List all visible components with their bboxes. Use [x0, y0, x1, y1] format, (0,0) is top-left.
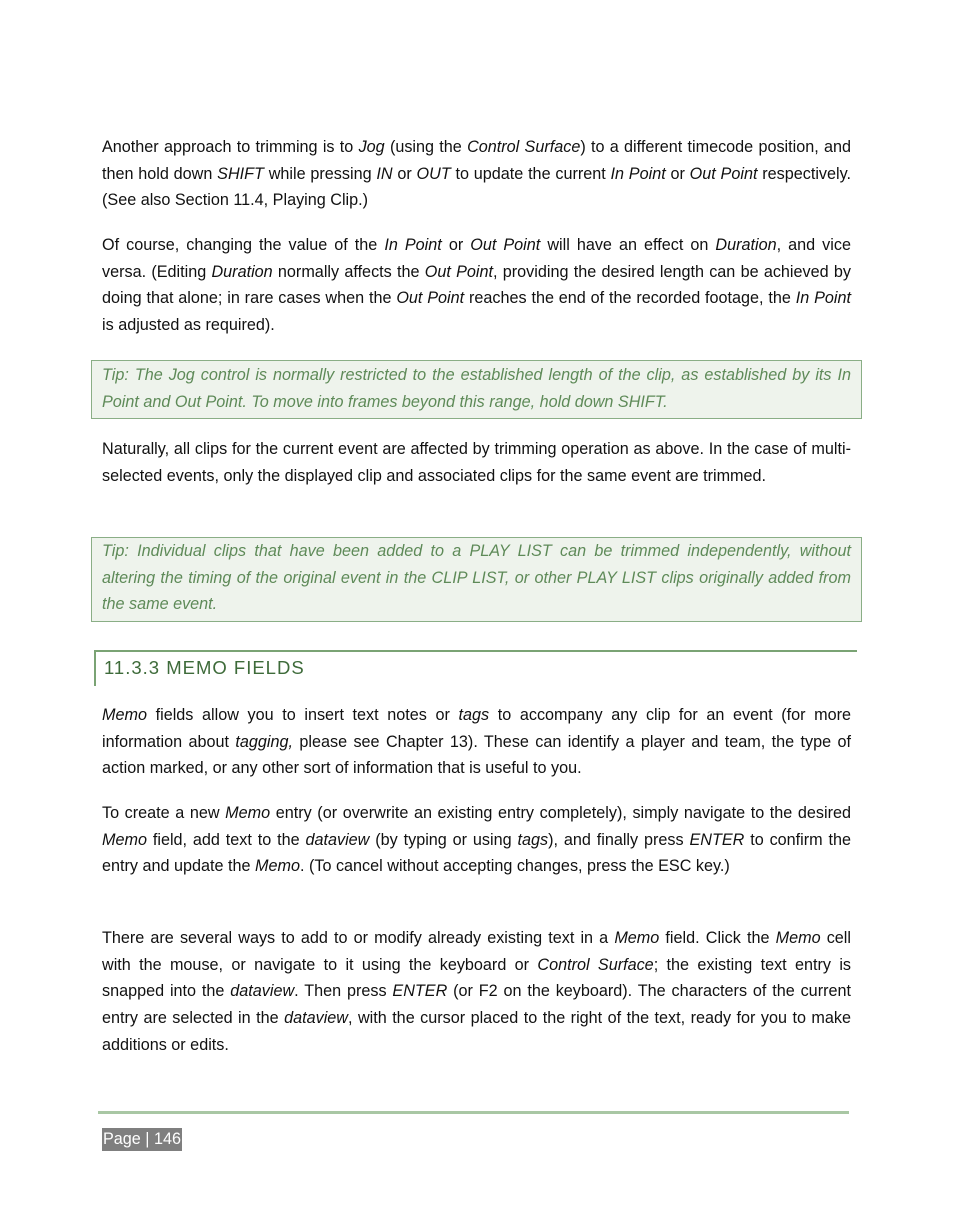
text-run: , and vice versa. (Editing	[102, 236, 851, 281]
text-run: There are several ways to add to or modify already existing text in a	[102, 929, 615, 947]
italic-term: tags	[458, 706, 490, 724]
paragraph-multi-selected	[102, 436, 851, 489]
text-run: reaches the end of the recorded footage, the	[464, 289, 796, 308]
italic-term: Out Point	[689, 164, 758, 183]
italic-term: Duration	[715, 236, 777, 254]
italic-term: Memo	[255, 857, 300, 876]
text-run: field, add text to the	[146, 830, 306, 849]
text-run: to update the current	[450, 164, 611, 183]
text-run: or	[441, 236, 471, 254]
italic-term: In Point	[384, 236, 442, 254]
italic-term: Control Surface	[467, 138, 581, 156]
italic-term: Out Point	[396, 289, 465, 308]
text-run: respectively. (See also Section 11.4, Playing Clip.)	[102, 164, 851, 210]
text-run: will have an effect on	[540, 236, 716, 254]
italic-term: Memo	[225, 804, 271, 822]
text-run: Of course, changing the value of the	[102, 236, 385, 254]
text-run: cell with the mouse, or navigate to it using the keyboard or	[102, 929, 851, 974]
text-run: To create a new	[102, 804, 226, 822]
text-run: . Then press	[294, 982, 393, 1001]
text-run: field. Click the	[659, 929, 776, 947]
text-run: , providing the desired length can be achieved by doing that alone; in rare cases when the	[102, 262, 851, 308]
italic-term: OUT	[416, 164, 451, 183]
italic-term: Control Surface	[537, 955, 654, 974]
italic-term: dataview	[284, 1009, 348, 1028]
text-run: (using the	[384, 138, 468, 156]
paragraph-trimming-jog	[102, 134, 851, 214]
italic-term: ENTER	[689, 830, 745, 849]
italic-term: ENTER	[392, 982, 448, 1001]
text-run: Naturally, all clips for the current event are affected by trimming operation as above. In the case of multi-selected events, only the displayed clip and associated clips for the same event are trimmed.	[102, 440, 851, 485]
text-run: normally affects the	[272, 262, 425, 281]
italic-term: Out Point	[424, 262, 494, 281]
italic-term: SHIFT	[217, 164, 264, 183]
italic-term: Memo	[102, 830, 147, 849]
italic-term: Jog	[358, 138, 385, 156]
italic-term: dataview	[305, 830, 370, 849]
text-run: . (To cancel without accepting changes, press the ESC key.)	[299, 857, 730, 876]
text-run: (or F2 on the keyboard). The characters of the current entry are selected in the	[102, 982, 851, 1028]
footer-rule	[98, 1111, 849, 1114]
tip-box-play-list	[91, 537, 862, 622]
italic-term: Memo	[102, 706, 147, 724]
italic-term: Memo	[614, 929, 660, 947]
tip-text-play-list: Tip: Individual clips that have been added to a PLAY LIST can be trimmed independently, without altering the timing of the original event in the CLIP LIST, or other PLAY LIST clips originally added from the same event.	[102, 542, 851, 614]
text-run: is adjusted as required).	[102, 316, 275, 335]
italic-term: tagging,	[235, 732, 293, 751]
tip-text-jog: Tip: The Jog control is normally restricted to the established length of the clip, as established by its In Point and Out Point. To move into frames beyond this range, hold down SHIFT.	[102, 366, 851, 411]
italic-term: dataview	[230, 982, 295, 1001]
text-run: to accompany any clip for an event (for more information about	[102, 706, 851, 751]
text-run: while pressing	[263, 164, 377, 183]
text-run: please see Chapter 13). These can identify a player and team, the type of action marked, or any other sort of information that is useful to you.	[102, 732, 851, 778]
paragraph-memo-intro	[102, 702, 851, 782]
italic-term: tags	[517, 830, 549, 849]
section-heading-frame	[94, 650, 857, 686]
text-run: ), and finally press	[548, 830, 690, 849]
text-run: (by typing or using	[369, 830, 518, 849]
text-run: , with the cursor placed to the right of the text, ready for you to make additions or edits.	[102, 1009, 852, 1054]
text-run: Another approach to trimming is to	[102, 138, 359, 156]
text-run: or	[665, 164, 690, 183]
text-run: entry (or overwrite an existing entry completely), simply navigate to the desired	[270, 804, 851, 822]
italic-term: Duration	[211, 262, 273, 281]
tip-box-jog	[91, 360, 862, 419]
italic-term: Memo	[775, 929, 821, 947]
text-run: to confirm the entry and update the	[102, 830, 852, 876]
italic-term: In Point	[795, 289, 851, 308]
italic-term: Out Point	[470, 236, 541, 254]
paragraph-in-out-duration	[102, 232, 851, 339]
page-number-badge: Page | 146	[102, 1128, 182, 1151]
text-run: ) to a different timecode position, and then hold down	[102, 138, 852, 183]
text-run: ; the existing text entry is snapped into the	[102, 955, 852, 1001]
text-run: or	[392, 164, 417, 183]
paragraph-create-memo	[102, 800, 851, 880]
italic-term: IN	[376, 164, 393, 183]
italic-term: In Point	[610, 164, 666, 183]
section-heading: 11.3.3 MEMO FIELDS	[104, 657, 305, 678]
paragraph-modify-memo	[102, 925, 851, 1059]
text-run: fields allow you to insert text notes or	[146, 706, 459, 724]
